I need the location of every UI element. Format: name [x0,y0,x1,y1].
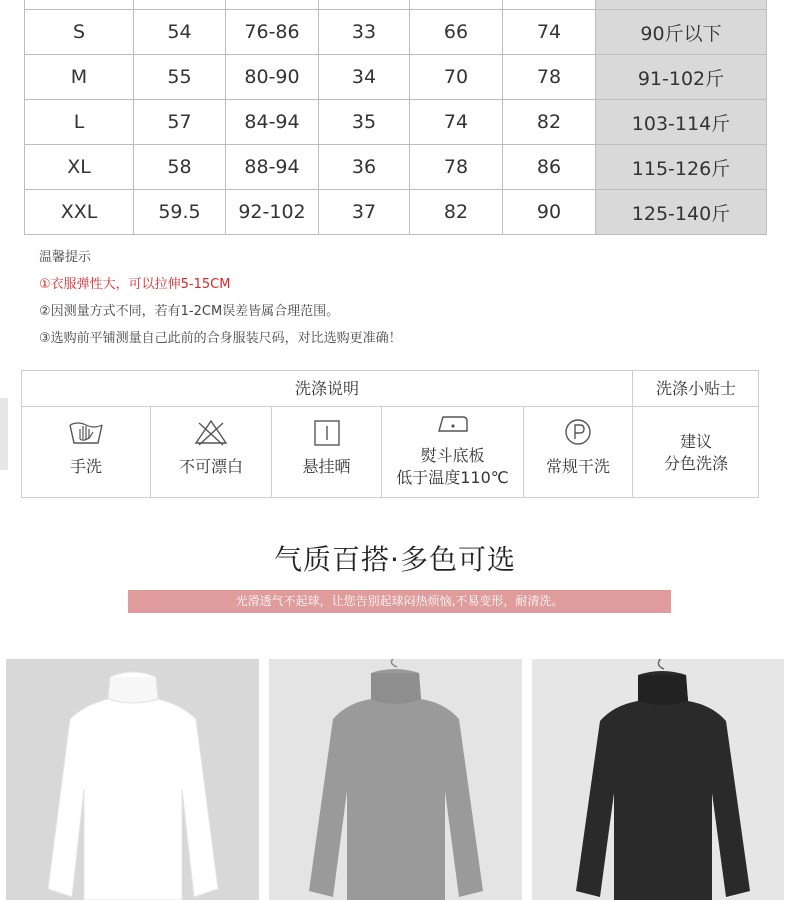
table-header-row [25,0,767,10]
table-cell: 34 [319,55,410,100]
tip-measurement-error: ②因测量方式不同，若有1-2CM误差皆属合理范围。 [39,304,340,319]
table-cell: 70 [410,55,503,100]
table-row [25,10,767,55]
washing-instructions-table [21,370,759,498]
feature-banner: 光滑透气不起球，让您告别起球闷热烦恼,不易变形，耐清洗。 [128,590,671,613]
tip-compare-size: ③选购前平铺测量自己此前的合身服装尺码，对比选购更准确！ [39,331,402,346]
hang-dry-icon [272,417,381,447]
wash-item-hang-dry [272,407,382,497]
table-cell: 36 [319,145,410,190]
table-row [25,190,767,235]
table-cell: 37 [319,190,410,235]
table-cell: 58 [134,145,226,190]
weight-cell: 90斤以下 [596,10,767,55]
wash-item-label: 手洗 [69,457,102,476]
table-cell: 78 [410,145,503,190]
size-cell: S [25,10,134,55]
table-cell: 55 [134,55,226,100]
table-cell: 80-90 [226,55,319,100]
table-cell: 88-94 [226,145,319,190]
wash-item-label: 不可漂白 [178,457,243,476]
section-heading: 气质百搭·多色可选 [274,543,516,576]
weight-cell: 125-140斤 [596,190,767,235]
wash-item-iron [382,407,524,497]
wash-item-label: 常规干洗 [545,457,610,476]
table-cell: 76-86 [226,10,319,55]
table-cell: 74 [410,100,503,145]
table-cell: 66 [410,10,503,55]
size-tips [39,244,402,352]
wash-item-label: 熨斗底板 [420,446,485,465]
table-row [25,55,767,100]
wash-item-label-2: 低于温度110℃ [396,468,509,487]
product-photo-black [532,659,784,900]
size-cell: L [25,100,134,145]
table-cell: 86 [503,145,596,190]
table-cell: 33 [319,10,410,55]
iron-icon [382,411,523,441]
washing-tips-header: 洗涤小贴士 [633,371,759,407]
no-bleach-icon [151,417,271,447]
wash-advice [633,407,759,497]
table-cell: 82 [410,190,503,235]
product-photo-grey [269,659,522,900]
size-chart-table [24,0,767,235]
dry-clean-icon [524,417,632,447]
tip-elasticity: ①衣服弹性大，可以拉伸5-15CM [39,277,231,292]
table-cell: 59.5 [134,190,226,235]
hand-wash-icon [22,417,150,447]
wash-item-no-bleach [151,407,272,497]
weight-cell: 103-114斤 [596,100,767,145]
table-row [25,145,767,190]
table-row [25,100,767,145]
table-cell: 84-94 [226,100,319,145]
table-cell: 57 [134,100,226,145]
product-photo-white [6,659,259,900]
size-cell: M [25,55,134,100]
wash-item-label: 悬挂晒 [302,457,351,476]
table-cell: 90 [503,190,596,235]
wash-item-dry-clean [524,407,633,497]
size-cell: XL [25,145,134,190]
weight-cell: 91-102斤 [596,55,767,100]
size-cell: XXL [25,190,134,235]
wash-advice-line2: 分色洗涤 [663,454,728,473]
weight-cell: 115-126斤 [596,145,767,190]
table-cell: 78 [503,55,596,100]
table-cell: 54 [134,10,226,55]
table-cell: 92-102 [226,190,319,235]
table-cell: 35 [319,100,410,145]
wash-advice-line1: 建议 [679,432,712,451]
table-cell: 74 [503,10,596,55]
decorative-edge [0,398,8,470]
washing-header: 洗涤说明 [22,371,633,407]
table-cell: 82 [503,100,596,145]
wash-item-hand-wash [22,407,151,497]
tips-title: 温馨提示 [39,250,92,265]
